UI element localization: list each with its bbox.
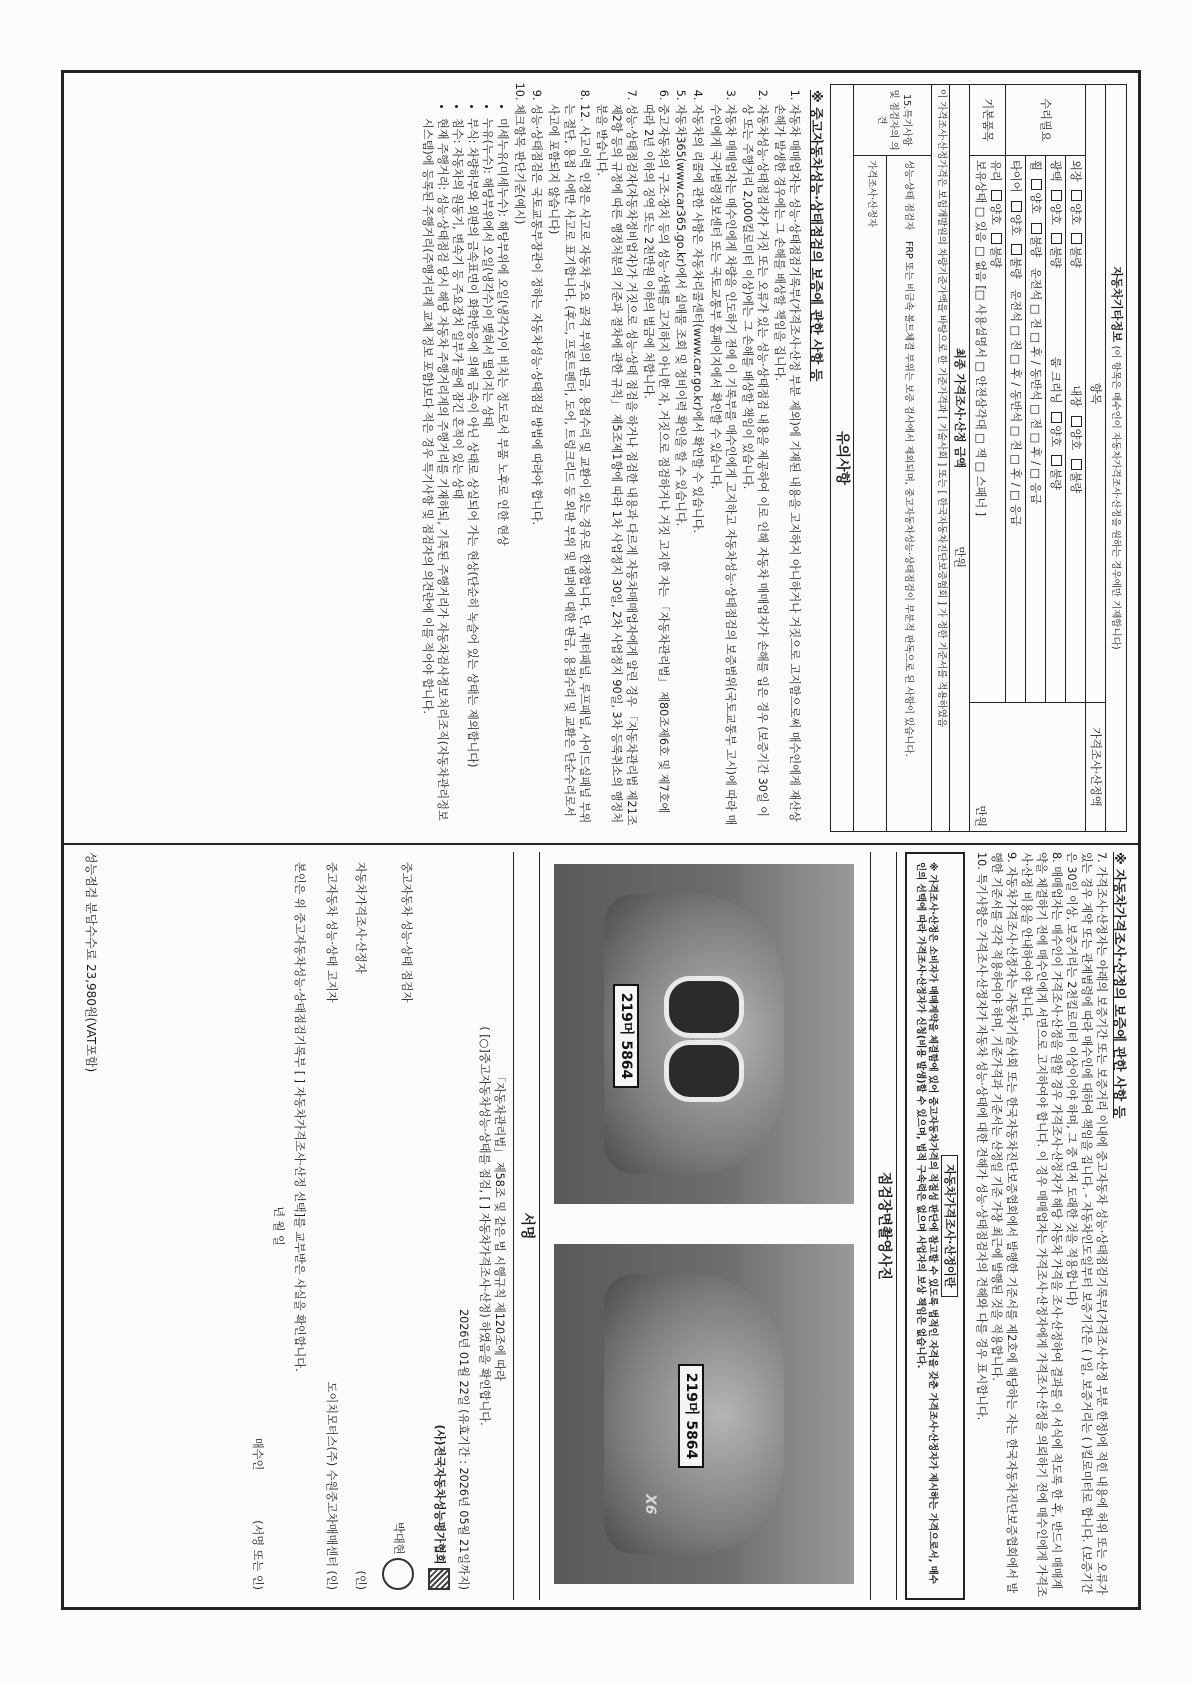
price-column-header: 가격조사·산정액 — [1086, 703, 1106, 832]
list-item: 5. 자동차365(www.car365.go.kr)에서 실매물 조회 및 정비이력 확인을 할 수 있습니다. — [673, 104, 688, 826]
criteria-list — [419, 90, 510, 826]
sign-title: 서명 — [513, 852, 539, 1600]
sign-statement: 「자동차관리법」 제58조 및 같은 법 시행규칙 제120조에 따라 — [492, 1071, 506, 1381]
front-car-photo — [554, 864, 854, 1204]
guarantee-title: ※ 중고자동차성능·상태점검의 보증에 관한 사항 등 — [807, 90, 823, 382]
special-label: 15.특기사항 및 점검자의 의견 — [854, 85, 932, 156]
tire-row: 타이어 양호 불량 운전석 □ 전 □ 후 / 동반석 □ 전 □ 후 / □ 응급 — [1005, 156, 1025, 703]
list-item: 6. 중고자동차의 구조·장치 등의 성능·상태를 고지하지 아니한 자, 거짓으로 점검하거나 거짓 고지한 자는 「자동차관리법」 제80조제6호 및 제7호에 따라 2년 이하의 징역 또는 2천만원 이하의 벌금에 처합니다. — [641, 104, 671, 826]
list-item: • 침수: 자동차의 원동기, 변속기 등 주요장치 일부가 물에 잠긴 흔적이 있는 상태 — [450, 118, 465, 826]
list-item: 2. 자동차성능·상태점검자가 거짓 또는 오류가 있는 성능·상태점검 내용을 제공하여 이로 인해 자동차 매매업자가 손해를 입은 경우 (보증기간 30일 이상 또는 주행거리 2,000킬로미터 이상)에는 그 손해를 배상할 책임이 있습니다. — [740, 104, 770, 826]
list-item: • 현재 주행거리: 성능·상태점검 당시 해당 자동차 주행거리계의 주행거리를 기재하되, 기록된 주행거리가 자동차검사정보처리조직(자동차관리정보시스템)에 등록된 주행거리(주행거리계 교체 정보 포함)보다 적은 경우 특기사항 및 점검자의 의견란에 이를 적어야 합니다. — [419, 118, 449, 826]
caution-section — [419, 84, 829, 832]
association-name: (사)전국자동차성능평가협회 — [432, 1424, 446, 1565]
cleaning-good-checkbox[interactable] — [1051, 412, 1062, 423]
glass-bad-checkbox[interactable] — [991, 233, 1002, 244]
column-divider — [64, 843, 1138, 845]
buyer-statement: 본인은 위 중고자동차성능·상태점검기록부 [ ] 자동차가격조사·산정 선택]를 교부받은 사실을 확인합니다. — [293, 862, 307, 1372]
gloss-good-checkbox[interactable] — [1051, 190, 1062, 201]
interior-good-checkbox[interactable] — [1071, 416, 1082, 427]
inspector-opinion: 성능·상태 점검자 FRP 또는 비금속 볼트체결 부위는 보증 검사에서 제외되며, 중고자동차성능·상태점검이 부분적 판독으로 된 사항이 있습니다. — [887, 156, 932, 832]
model-badge: X6 — [641, 1494, 658, 1515]
appraiser-opinion: 가격조사·산정자 — [854, 156, 887, 832]
gloss-bad-checkbox[interactable] — [1051, 233, 1062, 244]
market-note: 이 가격조사·산정가격은 보험개발원의 차량기준가액을 바탕으로 한 기준가격과 [ 기술사회 ] 또는 [ 한국자동차진단보증협회 ] 가 정한 기준서를 적용하였음 — [932, 85, 950, 832]
final-price-row: 최종 가격조사·산정 금액 만원 — [950, 85, 970, 832]
date-line: 2026년 01월 22일 (유효기간 : 2026년 05월 21일까지) — [456, 1309, 470, 1590]
tire-bad-checkbox[interactable] — [1011, 244, 1022, 255]
appraisal-section — [973, 852, 1127, 1600]
caution-list — [512, 90, 802, 826]
vehicle-info-title: 자동차기타정보 — [1110, 266, 1123, 343]
appraiser-sign-row: 자동차가격조사·산정자 (인) — [353, 862, 367, 1590]
list-item: 3. 자동차 매매업자는 매수인에게 차량을 인도하기 전에 이 기록부를 매수인에게 고지하고 자동차성능·상태점검의 보증범위(국토교통부 고시)에 따라 매수인에게 국가법령정보센터 또는 국토교통부 홈페이지에서 확인할 수 있습니다. — [707, 104, 737, 826]
item-column-header: 항목 — [1086, 85, 1106, 703]
list-item: 4. 자동차의 리콜에 관한 사항은 자동차리콜센터(www.car.go.kr)에서 확인할 수 있습니다. — [690, 104, 705, 826]
wheel-row: 휠 양호 불량 운전석 □ 전 □ 후 / 동반석 □ 전 □ 후 / □ 응급 — [1025, 156, 1045, 703]
rear-car-photo — [554, 1244, 854, 1584]
basic-label: 기본품목 — [970, 85, 1005, 156]
inspection-photos — [539, 852, 871, 1600]
list-item: 9. 자동차가격조사·산정자는 자동차기술사회 또는 한국자동차진단보증협회에서 발행한 기준서를 제2호에 해당하는 자는 한국자동차진단보증협회에서 발행한 기준서를 각각 적용하여야 하며, 기준가격과 기준서는 산정일 기준 가장 최근에 발행된 것을 적용합니다. — [989, 852, 1018, 1594]
vehicle-info-header — [1106, 85, 1127, 832]
list-item: 10. 체크항목 판단기준(예시) — [512, 104, 527, 826]
wheel-bad-checkbox[interactable] — [1031, 223, 1042, 234]
exterior-bad-checkbox[interactable] — [1071, 233, 1082, 244]
exterior-good-checkbox[interactable] — [1071, 190, 1082, 201]
dealer-name: 도이치모터스(주) 수원중고차매매센터 — [324, 1381, 338, 1567]
wheel-good-checkbox[interactable] — [1031, 179, 1042, 190]
grille-right — [664, 1040, 744, 1102]
list-item: 1. 자동차 매매업자는 성능·상태점검기록부(가격조사·산정 부분 제외)에 기재된 내용을 고지하지 아니하거나 거짓으로 고지함으로써 매수인에게 재산상 손해가 발생한 경우에는 그 손해를 배상할 책임을 집니다. — [772, 104, 802, 826]
photo-title: 점검장면촬영사진 — [871, 852, 897, 1600]
price-cell: 만원 — [970, 703, 1086, 832]
signature-section — [244, 852, 513, 1600]
grille-left — [664, 976, 744, 1038]
caution-title: 유의사항 — [830, 85, 854, 832]
inspector-name: 박대현 — [391, 1522, 405, 1555]
list-item: 10. 특기사항은 가격조사·산정자가 자동차 성능·상태에 대한 견해가 성능·상태점검자의 견해와 다를 경우 표시합니다. — [974, 852, 988, 1421]
buyer-date: 년 월 일 — [272, 1206, 286, 1246]
exterior-row: 외장 양호 불량 내장 양호 불량 — [1065, 156, 1085, 703]
repair-label: 수리필요 — [1005, 85, 1085, 156]
buyer-sign: (서명 또는 인) — [251, 1520, 265, 1590]
glass-basic-row: 유리 양호 불량 보유상태 □ 있음 □ 없음 [□ 사용설명서 □ 안전삼각대 □ 잭 □ 스패너 ] — [970, 156, 1005, 703]
tire-good-checkbox[interactable] — [1011, 201, 1022, 212]
vehicle-info-note: (이 항목은 매수인이 자동차가격조사·산정을 원하는 경우에만 기재합니다) — [1110, 345, 1121, 650]
right-column — [75, 852, 1127, 1600]
cleaning-bad-checkbox[interactable] — [1051, 455, 1062, 466]
list-item: 7. 성능·상태점검자(자동차정비업자)가 거짓으로 성능·상태 점검을 하거나 점검한 내용과 다르게 자동차매매업자에게 알린 경우 「자동차관리법 제21조제2항 등의 규정에 따른 행정처분의 기준과 절차에 관한 규칙」 제5조제1항에 따라 1차 사업정지 30일, 2차 사업정지 90일, 3차 등록취소의 행정처분을 받습니다. — [594, 104, 639, 826]
list-item: • 부식: 차량하부와 외판의 금속표면이 화학반응에 의해 금속이 아닌 상태로 상실되어 가는 현상(단순히 녹슬어 있는 상태는 제외합니다) — [465, 118, 480, 826]
left-column — [75, 84, 1127, 832]
list-item: 8. 12. 사고이력 인정은 사고로 자동차 주요 골격 부위의 판금, 용접수리 및 교환이 있는 경우로 한정합니다. 단, 쿼터패널, 루프패널, 사이드실패널 부위는 절단, 용접 시에만 사고로 표기합니다. (후드, 프론트펜더, 도어, 트렁크리드 등 외판 부위 및 범퍼에 대한 판금, 용접수리 및 교환은 단순수리로서 사고에 포함되지 않습니다) — [546, 104, 591, 826]
fee-note: 성능점검 분담수수료 23,980원(VAT포함) — [84, 852, 99, 1073]
rear-license-plate: 219머 5864 — [678, 1364, 704, 1468]
association-stamp-icon — [428, 1568, 450, 1590]
glass-good-checkbox[interactable] — [991, 190, 1002, 201]
definition-title: 자동차가격조사·산정이란 — [941, 1155, 958, 1296]
list-item: 9. 성능·상태점검은 국토교통부장관이 정하는 자동차성능·상태점검 방법에 따라야 합니다. — [529, 104, 544, 826]
front-license-plate: 219머 5864 — [613, 984, 639, 1088]
list-item: • 미세누유(미세누수): 해당부위에 오일(냉각수)이 비치는 정도로서 부품 노후로 인한 현상 — [495, 118, 510, 826]
basic-items: 보유상태 □ 있음 □ 없음 [□ 사용설명서 □ 안전삼각대 □ 잭 □ 스패너 ] — [973, 160, 987, 517]
gloss-row: 광택 양호 불량 룸 크리닝 양호 불량 — [1045, 156, 1065, 703]
buyer-sign-row: 매수인 (서명 또는 인) — [251, 1437, 265, 1590]
inspector-seal-icon — [382, 1558, 414, 1590]
appraisal-title: ※ 자동차가격조사·산정의 보증에 관한 사항 등 — [1111, 852, 1126, 1119]
sign-statement-2: ( [○]중고자동차성능·상태를 점검, [ ] 자동차가격조사·산정) 하였음을 확인합니다. — [477, 1026, 491, 1426]
interior-bad-checkbox[interactable] — [1071, 459, 1082, 470]
list-item: 8. 매매업자는 매수인이 가격조사·산정을 원할 경우 가격조사·산정자가 해당 자동차 가격을 조사·산정하여 결과를 이 서식에 적도록 한 후, 반드시 매매계약을 체결하기 전에 매수인에게 서면으로 고지하여야 합니다. 이 경우 매매업자는 가격조사·산정자에게 가격조사·산정을 의뢰하기 전에 매수인에게 가격조사·산정 비용을 안내하여야 합니다. — [1019, 852, 1064, 1597]
definition-text: ※ 가격조사·산정은 소비자가 매매계약을 체결함에 있어 중고자동차가격의 적절성 판단에 참고할 수 있도록 법적인 자격을 갖춘 가격조사·산정자가 제시하는 가격으로서, 매수인의 선택에 따라 가격조사·산정자가 신청(비용 발생)할 수 있으며, 법적 구속력은 없으며 사업자의 보상 책임은 없습니다. — [914, 862, 939, 1584]
inspector-sign-row: 중고자동차 성능·상태 점검자 박대현 — [382, 862, 414, 1590]
list-item: 7. 가격조사·산정자는 아래의 보증기간 또는 보증거리 이내에 중고자동차 성능·상태점검기록부(가격조사·산정 부분 한정)에 적힌 내용에 허위 또는 오류가 있는 경우 계약 또는 관계법령에 따라 매수인에 대하여 책임을 집니다. - 자동차인도일부터 보증기간은 ( )일, 보증거리는 ( )킬로미터로 합니다. (보증기간은 30일 이상, 보증거리는 2천킬로미터 이상이어야 하며, 그 중 먼저 도래한 것을 적용합니다) — [1065, 852, 1109, 1595]
list-item: • 누유(누수): 해당부위에서 오일(냉각수)이 맺혀서 떨어지는 상태 — [480, 118, 495, 826]
vehicle-info-table — [830, 84, 1127, 832]
definition-box — [905, 852, 966, 1600]
notice-sign-row: 중고자동차 성능·상태 고지자 도이치모터스(주) 수원중고차매매센터 (인) — [324, 862, 338, 1590]
